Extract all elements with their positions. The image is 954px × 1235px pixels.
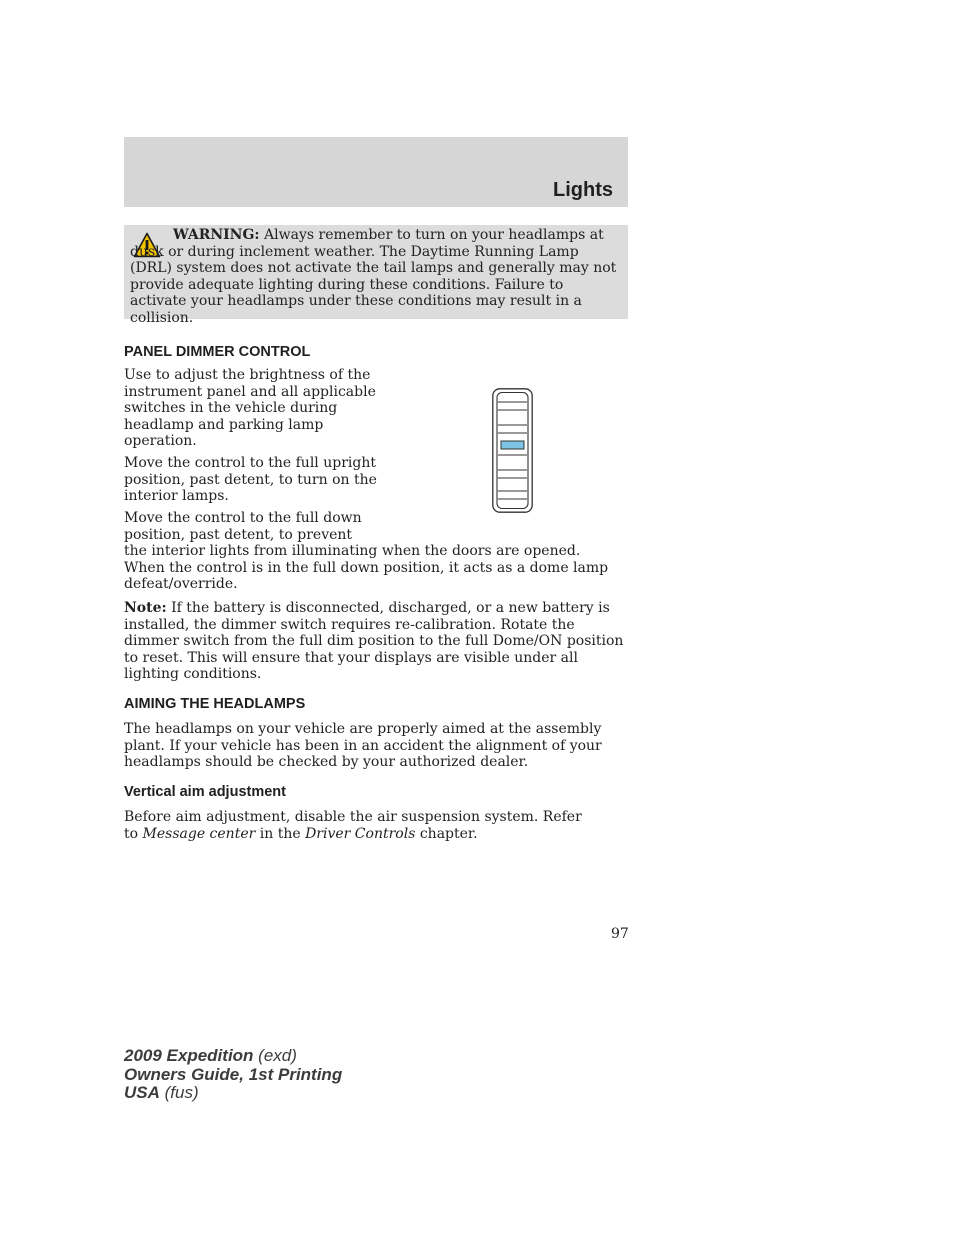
footer-model: 2009 Expedition	[124, 1046, 254, 1065]
page-number: 97	[611, 926, 629, 942]
header-band	[124, 137, 628, 207]
note-text: If the battery is disconnected, discharged, or a new battery is installed, the dimmer switch requires re-calibration. Rotate the dimmer switch from the full dim position to the full Dome/ON position to reset. This will ensure that your displays are visible under all lighting conditions.	[124, 600, 624, 683]
panel-dimmer-switch-icon	[492, 388, 533, 513]
panel-dimmer-heading: PANEL DIMMER CONTROL	[124, 344, 311, 360]
section-title: Lights	[553, 179, 613, 201]
panel-dimmer-note-block	[124, 600, 628, 683]
panel-dimmer-p3-content: Move the control to the full down position, past detent, to prevent the interior lights from illuminating when the doors are opened. When the control is in the full down position, it acts as a dome lamp defeat/override.	[124, 510, 609, 593]
ref-driver-controls: Driver Controls	[305, 825, 416, 842]
panel-dimmer-p2: Move the control to the full upright position, past detent, to turn on the interior lamps.	[124, 455, 377, 505]
note-label: Note:	[124, 600, 167, 616]
vertical-aim-p1	[124, 809, 594, 842]
footer-printing: Owners Guide, 1st Printing	[124, 1064, 343, 1084]
footer-market-code: (fus)	[164, 1083, 199, 1102]
figure-spacer	[374, 510, 624, 543]
panel-dimmer-p3-text	[124, 510, 624, 593]
aiming-p1-block	[124, 721, 628, 771]
vertical-aim-text-after: chapter.	[419, 825, 478, 842]
aiming-heading: AIMING THE HEADLAMPS	[124, 696, 306, 712]
ref-message-center: Message center	[142, 825, 256, 842]
panel-dimmer-p1-block	[124, 367, 384, 450]
footer-imprint	[124, 1047, 342, 1103]
footer-market: USA	[124, 1083, 160, 1102]
warning-body: Always remember to turn on your headlamps at dusk or during inclement weather. The Daytime Running Lamp (DRL) system does not activate the tail lamps and generally may not provide adequate lighting during these conditions. Failure to activate your headlamps under these conditions may result in a collision.	[130, 227, 617, 326]
vertical-aim-text-mid: in the	[259, 825, 301, 842]
vertical-aim-text-before: Before aim adjustment, disable the air suspension system. Refer to	[124, 809, 582, 842]
vertical-aim-heading: Vertical aim adjustment	[124, 784, 286, 800]
panel-dimmer-p1: Use to adjust the brightness of the instrument panel and all applicable switches in the vehicle during headlamp and parking lamp operation.	[124, 367, 376, 450]
warning-label: WARNING:	[173, 227, 260, 243]
panel-dimmer-p2-block	[124, 455, 379, 505]
warning-text	[130, 227, 620, 327]
vertical-aim-p1-block	[124, 809, 594, 842]
warning-box	[124, 225, 628, 326]
aiming-p1: The headlamps on your vehicle are properly aimed at the assembly plant. If your vehicle has been in an accident the alignment of your headlamps should be checked by your authorized dealer.	[124, 721, 602, 771]
footer-model-code: (exd)	[258, 1046, 297, 1065]
panel-dimmer-note	[124, 600, 628, 683]
